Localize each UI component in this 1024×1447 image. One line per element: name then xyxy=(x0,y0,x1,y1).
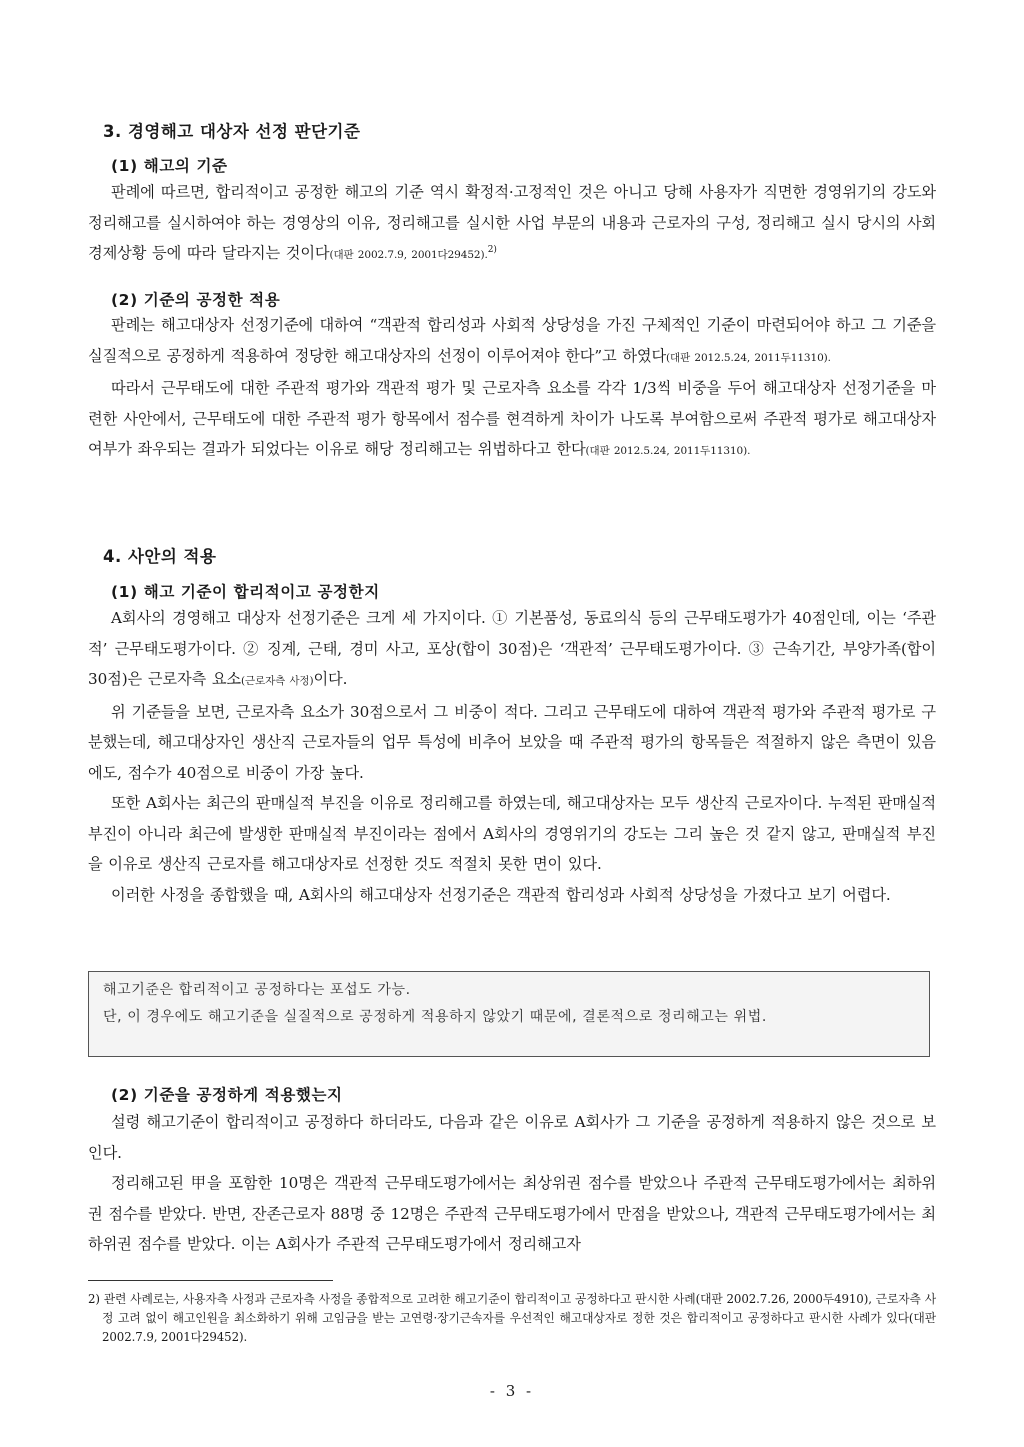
section-4-heading: 4. 사안의 적용 xyxy=(103,547,217,566)
note-line: 해고기준은 합리적이고 공정하다는 포섭도 가능. xyxy=(103,982,411,998)
section-4-2-heading: (2) 기준을 공정하게 적용했는지 xyxy=(111,1086,343,1104)
section-4-1-body xyxy=(88,603,936,910)
footnote: 2) 관련 사례로는, 사용자측 사정과 근로자측 사정을 종합적으로 고려한 해고기준이 합리적이고 공정하다고 판시한 사례(대판 2002.7.26, 2000두4910), 근로자측 사정 고려 없이 해고인원을 최소화하기 위해 고임금을 받는 고연령·장기근속자를 우선적인 해고대상자로 정한 것은 합리적이고 공정하다고 판시한 사례가 있다(대판 2002.7.9, 2001다29452). xyxy=(88,1292,936,1344)
paragraph xyxy=(88,310,936,373)
page-number: - 3 - xyxy=(489,1382,535,1400)
paragraph: 정리해고된 甲을 포함한 10명은 객관적 근무태도평가에서는 최상위권 점수를 받았으나 주관적 근무태도평가에서는 최하위권 점수를 받았다. 반면, 잔존근로자 88명 중 12명은 주관적 근무태도평가에서 만점을 받았으나, 객관적 근무태도평가에서는 최하위권 점수를 받았다. 이는 A회사가 주관적 근무태도평가에서 정리해고자 xyxy=(88,1174,936,1253)
paragraph: 이러한 사정을 종합했을 때, A회사의 해고대상자 선정기준은 객관적 합리성과 사회적 상당성을 가졌다고 보기 어렵다. xyxy=(111,885,891,904)
section-4-1-heading: (1) 해고 기준이 합리적이고 공정한지 xyxy=(111,583,380,601)
paragraph xyxy=(88,373,936,467)
case-citation: (대판 2012.5.24, 2011두11310). xyxy=(666,351,831,364)
paragraph-text-end: 이다. xyxy=(313,670,348,688)
case-citation: (대판 2002.7.9, 2001다29452). xyxy=(329,249,488,261)
paragraph xyxy=(88,603,936,697)
section-3-2-body xyxy=(88,310,936,467)
inline-note: (근로자측 사정) xyxy=(240,675,314,687)
footnote-divider xyxy=(88,1280,333,1281)
paragraph-text: 판례는 해고대상자 선정기준에 대하여 “객관적 합리성과 사회적 상당성을 가진 구체적인 기준이 마련되어야 하고 그 기준을 실질적으로 공정하게 적용하여 정당한 해고대상자의 선정이 이루어져야 한다”고 하였다 xyxy=(88,316,936,365)
section-3-1-heading: (1) 해고의 기준 xyxy=(111,157,228,175)
note-box xyxy=(88,971,930,1057)
paragraph: 위 기준들을 보면, 근로자측 요소가 30점으로서 그 비중이 적다. 그리고 근무태도에 대하여 객관적 평가와 주관적 평가로 구분했는데, 해고대상자인 생산직 근로자들의 업무 특성에 비추어 보았을 때 주관적 평가의 항목들은 적절하지 않은 측면이 있음에도, 점수가 40점으로 비중이 가장 높다. xyxy=(88,702,936,782)
note-line: 단, 이 경우에도 해고기준을 실질적으로 공정하게 적용하지 않았기 때문에, 결론적으로 정리해고는 위법. xyxy=(103,1008,767,1025)
section-3-heading: 3. 경영해고 대상자 선정 판단기준 xyxy=(103,122,361,141)
case-citation: (대판 2012.5.24, 2011두11310). xyxy=(585,445,751,457)
paragraph: 설령 해고기준이 합리적이고 공정하다 하더라도, 다음과 같은 이유로 A회사가 그 기준을 공정하게 적용하지 않은 것으로 보인다. xyxy=(88,1113,936,1162)
paragraph: 또한 A회사는 최근의 판매실적 부진을 이유로 정리해고를 하였는데, 해고대상자는 모두 생산직 근로자이다. 누적된 판매실적 부진이 아니라 최근에 발생한 판매실적 부진이라는 점에서 A회사의 경영위기의 강도는 그리 높은 것 같지 않고, 판매실적 부진을 이유로 생산직 근로자를 해고대상자로 선정한 것도 적절치 못한 면이 있다. xyxy=(88,794,936,873)
paragraph-text: A회사의 경영해고 대상자 선정기준은 크게 세 가지이다. ① 기본품성, 동료의식 등의 근무태도평가가 40점인데, 이는 ‘주관적’ 근무태도평가이다. ② 징계, 근태, 경미 사고, 포상(합이 30점)은 ‘객관적’ 근무태도평가이다. ③ 근속기간, 부양가족(합이 30점)은 근로자측 요소 xyxy=(88,609,936,688)
paragraph-text: 따라서 근무태도에 대한 주관적 평가와 객관적 평가 및 근로자측 요소를 각각 1/3씩 비중을 두어 해고대상자 선정기준을 마련한 사안에서, 근무태도에 대한 주관적 평가 항목에서 점수를 현격하게 차이가 나도록 부여함으로써 주관적 평가로 해고대상자 여부가 좌우되는 결과가 되었다는 이유로 해당 정리해고는 위법하다고 한다 xyxy=(88,379,936,458)
section-3-1-body xyxy=(88,177,936,271)
section-3-2-heading: (2) 기준의 공정한 적용 xyxy=(111,291,281,309)
paragraph xyxy=(88,177,936,271)
paragraph-text: 판례에 따르면, 합리적이고 공정한 해고의 기준 역시 확정적·고정적인 것은 아니고 당해 사용자가 직면한 경영위기의 강도와 정리해고를 실시하여야 하는 경영상의 이유, 정리해고를 실시한 사업 부문의 내용과 근로자의 구성, 정리해고 실시 당시의 사회경제상황 등에 따라 달라지는 것이다 xyxy=(88,183,936,262)
footnote-ref: 2) xyxy=(487,245,497,255)
section-4-2-body xyxy=(88,1107,936,1260)
